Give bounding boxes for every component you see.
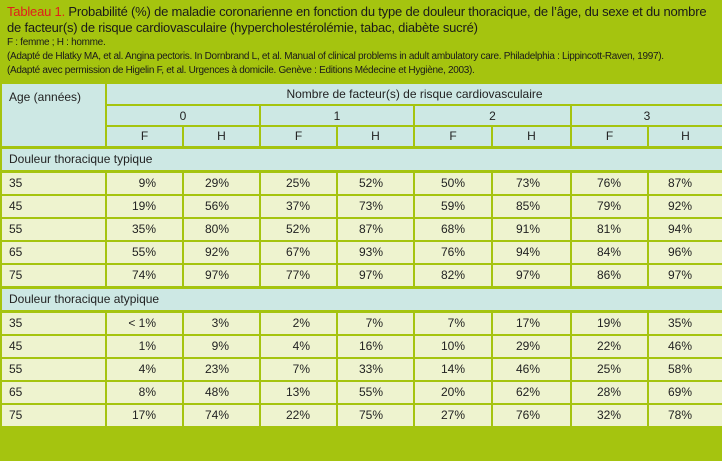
header-row-group: [1, 83, 722, 105]
age-cell: 45: [1, 335, 106, 358]
probability-cell: 81%: [571, 218, 648, 241]
probability-cell: 25%: [260, 171, 337, 195]
probability-cell: 73%: [492, 171, 571, 195]
probability-cell: 82%: [414, 264, 492, 288]
probability-cell: 46%: [648, 335, 722, 358]
header-sex: H: [337, 126, 414, 147]
probability-cell: 7%: [414, 311, 492, 335]
probability-cell: 33%: [337, 358, 414, 381]
table-row: [1, 311, 722, 335]
table-row: [1, 358, 722, 381]
table-row: [1, 335, 722, 358]
probability-cell: 8%: [106, 381, 183, 404]
caption-source-1: (Adapté de Hlatky MA, et al. Angina pectoris. In Dornbrand L, et al. Manual of clinical problems in adult ambulatory care. Philadelphia : Lippincott-Raven, 1997).: [7, 51, 664, 62]
probability-cell: 17%: [106, 404, 183, 427]
probability-cell: 80%: [183, 218, 260, 241]
age-cell: 55: [1, 218, 106, 241]
probability-cell: 97%: [337, 264, 414, 288]
header-row-counts: [1, 105, 722, 126]
table-row: [1, 264, 722, 288]
probability-cell: 73%: [337, 195, 414, 218]
probability-cell: 74%: [183, 404, 260, 427]
table-row: [1, 195, 722, 218]
header-sex: H: [648, 126, 722, 147]
probability-cell: 84%: [571, 241, 648, 264]
age-cell: 35: [1, 171, 106, 195]
probability-cell: 97%: [492, 264, 571, 288]
probability-cell: 91%: [492, 218, 571, 241]
probability-cell: 97%: [648, 264, 722, 288]
probability-cell: 75%: [337, 404, 414, 427]
probability-cell: 13%: [260, 381, 337, 404]
section-row: [1, 287, 722, 311]
probability-cell: 7%: [337, 311, 414, 335]
probability-cell: 17%: [492, 311, 571, 335]
probability-cell: 96%: [648, 241, 722, 264]
age-cell: 45: [1, 195, 106, 218]
probability-cell: 85%: [492, 195, 571, 218]
probability-cell: 97%: [183, 264, 260, 288]
probability-cell: 52%: [337, 171, 414, 195]
probability-cell: 28%: [571, 381, 648, 404]
probability-cell: 3%: [183, 311, 260, 335]
header-sex: H: [492, 126, 571, 147]
section-row: [1, 147, 722, 171]
header-count: 2: [414, 105, 571, 126]
probability-cell: 77%: [260, 264, 337, 288]
probability-cell: 1%: [106, 335, 183, 358]
probability-cell: 22%: [571, 335, 648, 358]
probability-cell: 62%: [492, 381, 571, 404]
section-title: Douleur thoracique atypique: [1, 287, 722, 311]
probability-cell: 92%: [183, 241, 260, 264]
probability-cell: 19%: [106, 195, 183, 218]
header-sex: H: [183, 126, 260, 147]
probability-cell: 7%: [260, 358, 337, 381]
probability-cell: 58%: [648, 358, 722, 381]
probability-cell: 35%: [648, 311, 722, 335]
age-cell: 75: [1, 264, 106, 288]
probability-cell: 87%: [337, 218, 414, 241]
probability-cell: 2%: [260, 311, 337, 335]
probability-cell: 76%: [414, 241, 492, 264]
probability-cell: 48%: [183, 381, 260, 404]
probability-cell: 4%: [106, 358, 183, 381]
probability-cell: < 1%: [106, 311, 183, 335]
header-age: Age (années): [1, 83, 106, 147]
probability-cell: 9%: [106, 171, 183, 195]
probability-cell: 74%: [106, 264, 183, 288]
table-row: [1, 381, 722, 404]
header-sex: F: [414, 126, 492, 147]
table-caption: [7, 4, 719, 78]
probability-table: [0, 82, 722, 428]
table-row: [1, 171, 722, 195]
probability-cell: 20%: [414, 381, 492, 404]
probability-cell: 55%: [337, 381, 414, 404]
header-count: 3: [571, 105, 722, 126]
probability-cell: 67%: [260, 241, 337, 264]
probability-cell: 94%: [492, 241, 571, 264]
probability-cell: 59%: [414, 195, 492, 218]
probability-cell: 25%: [571, 358, 648, 381]
probability-cell: 86%: [571, 264, 648, 288]
age-cell: 65: [1, 381, 106, 404]
age-cell: 55: [1, 358, 106, 381]
probability-cell: 68%: [414, 218, 492, 241]
probability-cell: 76%: [571, 171, 648, 195]
probability-cell: 14%: [414, 358, 492, 381]
age-cell: 65: [1, 241, 106, 264]
table-row: [1, 218, 722, 241]
probability-cell: 92%: [648, 195, 722, 218]
probability-cell: 22%: [260, 404, 337, 427]
probability-cell: 10%: [414, 335, 492, 358]
probability-cell: 16%: [337, 335, 414, 358]
probability-cell: 19%: [571, 311, 648, 335]
header-sex: F: [571, 126, 648, 147]
header-count: 1: [260, 105, 414, 126]
probability-cell: 52%: [260, 218, 337, 241]
header-sex: F: [260, 126, 337, 147]
table-row: [1, 404, 722, 427]
section-title: Douleur thoracique typique: [1, 147, 722, 171]
caption-legend: F : femme ; H : homme.: [7, 37, 106, 48]
probability-cell: 78%: [648, 404, 722, 427]
probability-cell: 69%: [648, 381, 722, 404]
caption-title: Tableau 1. Probabilité (%) de maladie coronarienne en fonction du type de douleur thoracique, de l’âge, du sexe et du nombre de facteur(s) de risque cardiovasculaire (hypercholestérolémie, tabac, diabète sucré): [7, 4, 707, 35]
caption-label: Tableau 1.: [7, 4, 65, 19]
probability-cell: 29%: [183, 171, 260, 195]
probability-cell: 87%: [648, 171, 722, 195]
probability-cell: 76%: [492, 404, 571, 427]
probability-cell: 27%: [414, 404, 492, 427]
probability-cell: 4%: [260, 335, 337, 358]
caption-source-2: (Adapté avec permission de Higelin F, et al. Urgences à domicile. Genève : Editions Médecine et Hygiène, 2003).: [7, 65, 475, 76]
probability-cell: 56%: [183, 195, 260, 218]
probability-cell: 9%: [183, 335, 260, 358]
age-cell: 75: [1, 404, 106, 427]
probability-cell: 37%: [260, 195, 337, 218]
header-row-sexes: [1, 126, 722, 147]
probability-cell: 35%: [106, 218, 183, 241]
probability-cell: 94%: [648, 218, 722, 241]
probability-cell: 93%: [337, 241, 414, 264]
probability-cell: 23%: [183, 358, 260, 381]
table-row: [1, 241, 722, 264]
header-count: 0: [106, 105, 260, 126]
header-risk-factors: Nombre de facteur(s) de risque cardiovasculaire: [106, 83, 722, 105]
header-sex: F: [106, 126, 183, 147]
probability-cell: 55%: [106, 241, 183, 264]
probability-cell: 29%: [492, 335, 571, 358]
probability-cell: 46%: [492, 358, 571, 381]
probability-cell: 32%: [571, 404, 648, 427]
age-cell: 35: [1, 311, 106, 335]
probability-cell: 50%: [414, 171, 492, 195]
probability-cell: 79%: [571, 195, 648, 218]
